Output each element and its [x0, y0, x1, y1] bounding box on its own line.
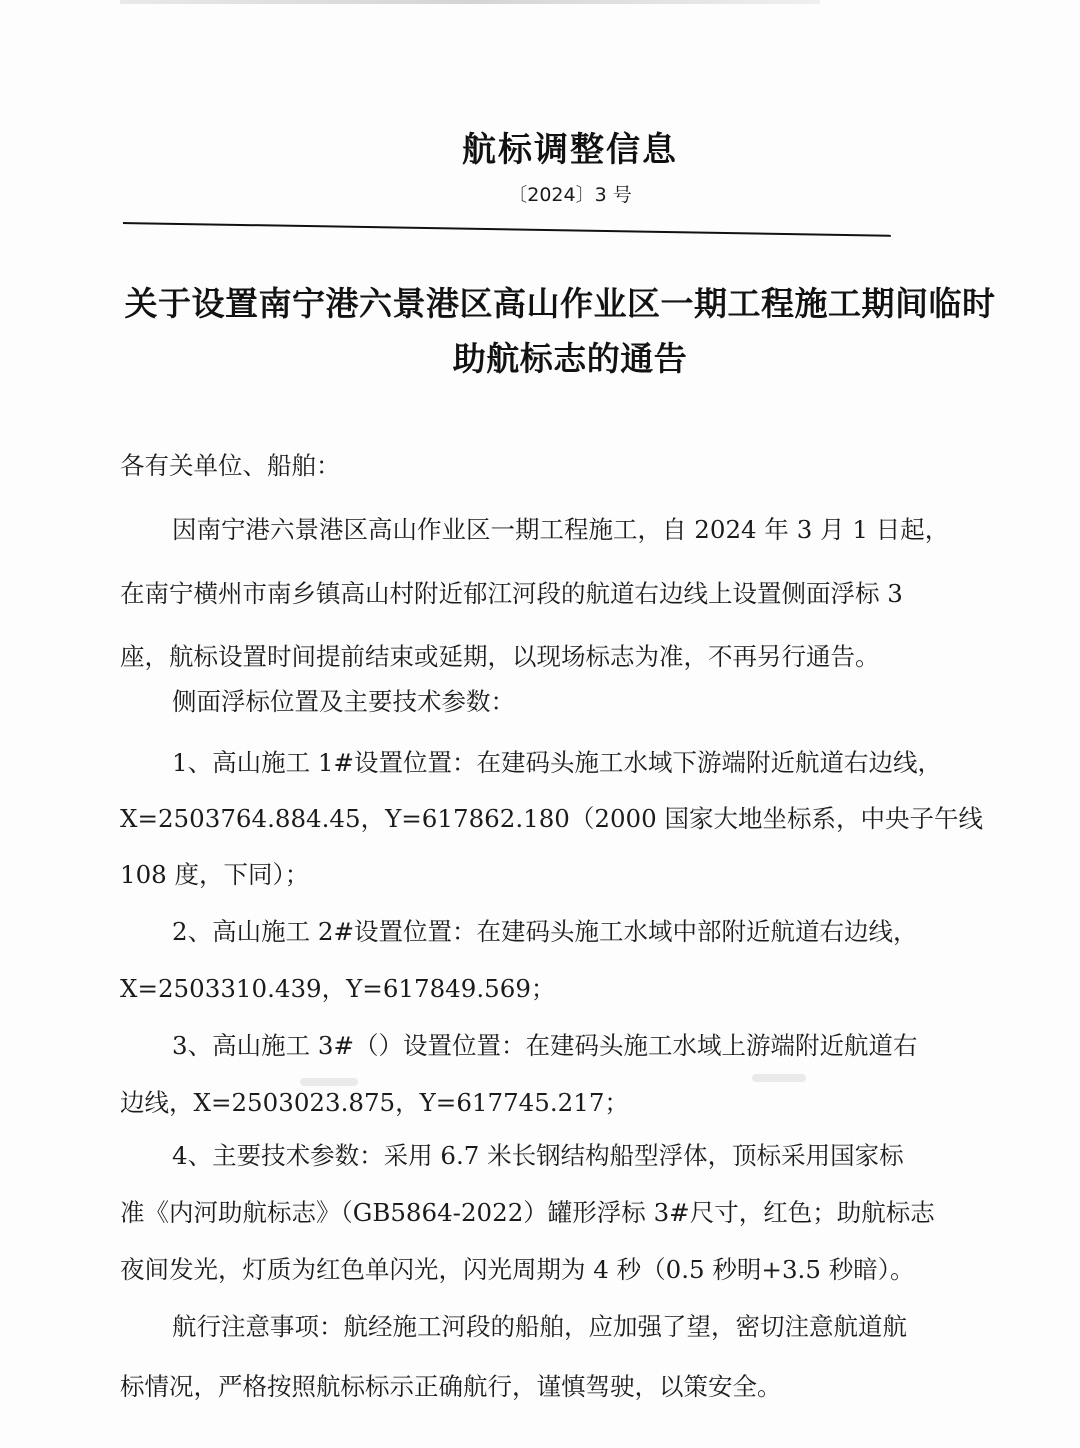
- header-divider: [123, 222, 891, 237]
- item-1-line-2: X=2503764.884.45，Y=617862.180（2000 国家大地坐标系，中央子午线: [120, 804, 984, 833]
- item-1-line-3: 108 度，下同）；: [120, 860, 310, 889]
- item-3-line-1: 3、高山施工 3#（）设置位置：在建码头施工水域上游端附近航道右: [172, 1031, 918, 1060]
- item-2-line-1: 2、高山施工 2#设置位置：在建码头施工水域中部附近航道右边线，: [172, 917, 918, 946]
- item-1-line-1: 1、高山施工 1#设置位置：在建码头施工水域下游端附近航道右边线，: [172, 748, 942, 777]
- caution-line-1: 航行注意事项：航经施工河段的船舶，应加强了望，密切注意航道航: [172, 1312, 907, 1341]
- item-4-line-1: 4、主要技术参数：采用 6.7 米长钢结构船型浮体，顶标采用国家标: [172, 1141, 904, 1170]
- caution-line-2: 标情况，严格按照航标标示正确航行，谨慎驾驶，以策安全。: [120, 1372, 782, 1401]
- document-header-title: 航标调整信息: [462, 130, 678, 170]
- item-4-line-3: 夜间发光，灯质为红色单闪光，闪光周期为 4 秒（0.5 秒明+3.5 秒暗）。: [120, 1255, 915, 1284]
- document-number: 〔2024〕3 号: [508, 184, 632, 206]
- scan-smudge: [752, 1074, 806, 1082]
- scan-bleed-artifact: [120, 0, 820, 4]
- notice-title-line-1: 关于设置南宁港六景港区高山作业区一期工程施工期间临时: [124, 284, 996, 323]
- item-2-line-2: X=2503310.439，Y=617849.569；: [120, 974, 556, 1003]
- item-3-line-2: 边线，X=2503023.875，Y=617745.217；: [120, 1088, 629, 1117]
- item-4-line-2: 准《内河助航标志》（GB5864-2022）罐形浮标 3#尺寸，红色；助航标志: [120, 1198, 935, 1227]
- section-heading: 侧面浮标位置及主要技术参数：: [172, 687, 515, 716]
- paragraph-1-line-1: 因南宁港六景港区高山作业区一期工程施工，自 2024 年 3 月 1 日起，: [172, 515, 950, 544]
- salutation: 各有关单位、船舶：: [120, 451, 341, 480]
- paragraph-1-line-2: 在南宁横州市南乡镇高山村附近郁江河段的航道右边线上设置侧面浮标 3: [120, 579, 903, 608]
- paragraph-1-line-3: 座，航标设置时间提前结束或延期，以现场标志为准，不再另行通告。: [120, 642, 880, 671]
- notice-title-line-2: 助航标志的通告: [452, 339, 688, 378]
